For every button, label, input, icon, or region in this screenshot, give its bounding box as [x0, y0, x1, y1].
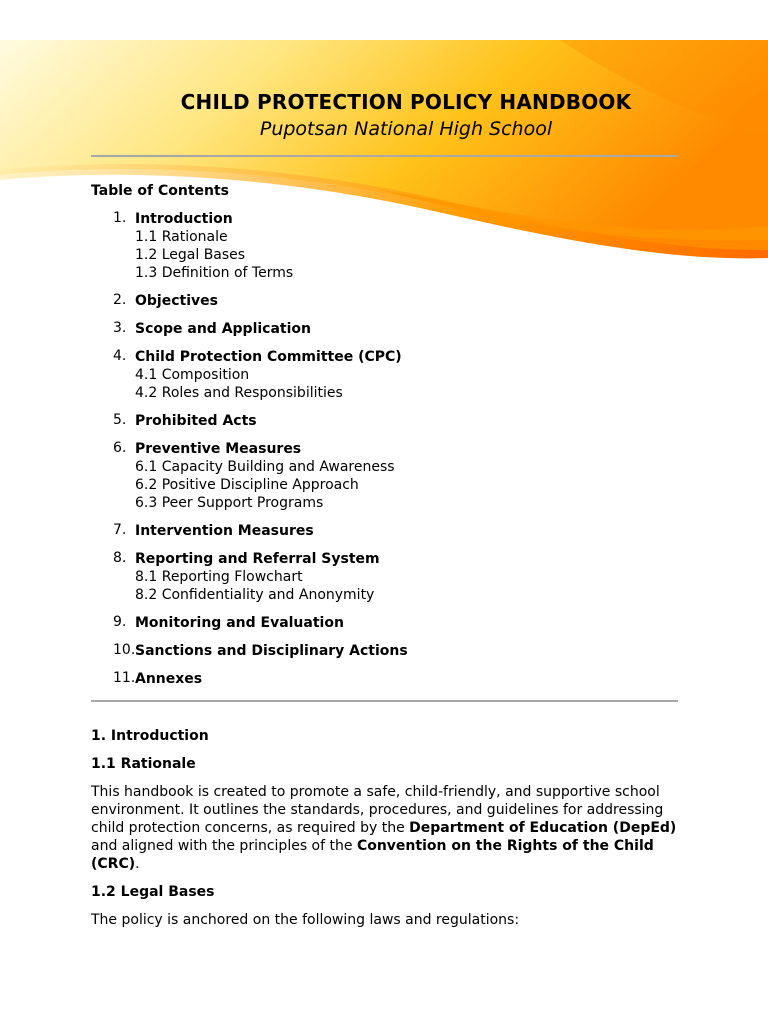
crc-emphasis: Convention on the Rights of the Child (CRC) [91, 838, 654, 872]
toc-entry-annexes [91, 670, 691, 688]
document-subtitle: Pupotsan National High School [259, 118, 553, 140]
paragraph-text: This handbook is created to promote a safe, child-friendly, and supportive school environment. It outlines the standards, procedures, and guidelines for addressing child protection concerns, as required by the [91, 784, 664, 836]
subsection-heading: 1.2 Legal Bases [91, 884, 215, 900]
toc-title: Intervention Measures [135, 523, 314, 539]
document-title: CHILD PROTECTION POLICY HANDBOOK [180, 90, 632, 114]
toc-entry-preventive [91, 440, 691, 512]
toc-entry-prohibited-acts [91, 412, 691, 430]
toc-entry-monitoring [91, 614, 691, 632]
toc-entry-sanctions [91, 642, 691, 660]
legal-bases-paragraph: The policy is anchored on the following laws and regulations: [91, 912, 520, 928]
toc-entry-committee [91, 348, 691, 402]
toc-title: Sanctions and Disciplinary Actions [135, 643, 408, 659]
toc-subitem: 1.2 Legal Bases [135, 247, 246, 263]
toc-subitem: 6.2 Positive Discipline Approach [135, 477, 359, 493]
toc-subitem: 4.1 Composition [135, 367, 250, 383]
toc-title: Monitoring and Evaluation [135, 615, 344, 631]
toc-title: Prohibited Acts [135, 413, 257, 429]
toc-number: 4. [113, 348, 127, 364]
toc-subitem: 1.3 Definition of Terms [135, 265, 294, 281]
toc-entry-scope [91, 320, 691, 338]
toc-number: 2. [113, 292, 127, 308]
toc-title: Scope and Application [135, 321, 311, 337]
toc-heading: Table of Contents [91, 183, 230, 199]
toc-number: 3. [113, 320, 127, 336]
subsection-heading: 1.1 Rationale [91, 756, 196, 772]
toc-title: Introduction [135, 211, 233, 227]
toc-entry-introduction [91, 210, 691, 282]
toc-subitem: 8.1 Reporting Flowchart [135, 569, 303, 585]
toc-subitem: 6.3 Peer Support Programs [135, 495, 324, 511]
toc-title: Annexes [135, 671, 203, 687]
rationale-paragraph [91, 783, 681, 873]
divider-line [91, 700, 678, 702]
toc-title: Child Protection Committee (CPC) [135, 349, 402, 365]
toc-subitem: 8.2 Confidentiality and Anonymity [135, 587, 375, 603]
toc-entry-objectives [91, 292, 691, 310]
toc-number: 11. [113, 670, 136, 686]
toc-entry-intervention [91, 522, 691, 540]
document-body [91, 727, 681, 939]
toc-title: Preventive Measures [135, 441, 302, 457]
paragraph-text: and aligned with the principles of the [91, 838, 357, 854]
toc-number: 6. [113, 440, 127, 456]
toc-number: 1. [113, 210, 127, 226]
toc-number: 5. [113, 412, 127, 428]
toc-number: 7. [113, 522, 127, 538]
document-page [0, 40, 768, 1024]
toc-subitem: 1.1 Rationale [135, 229, 228, 245]
toc-subitem: 6.1 Capacity Building and Awareness [135, 459, 395, 475]
section-heading: 1. Introduction [91, 728, 209, 744]
toc-title: Reporting and Referral System [135, 551, 380, 567]
toc-number: 10. [113, 642, 136, 658]
toc-subitem: 4.2 Roles and Responsibilities [135, 385, 343, 401]
toc-entry-reporting [91, 550, 691, 604]
paragraph-text: . [135, 856, 140, 872]
deped-emphasis: Department of Education (DepEd) [409, 820, 677, 836]
table-of-contents [91, 210, 691, 698]
toc-number: 8. [113, 550, 127, 566]
toc-number: 9. [113, 614, 127, 630]
toc-title: Objectives [135, 293, 218, 309]
divider-line [91, 155, 678, 157]
